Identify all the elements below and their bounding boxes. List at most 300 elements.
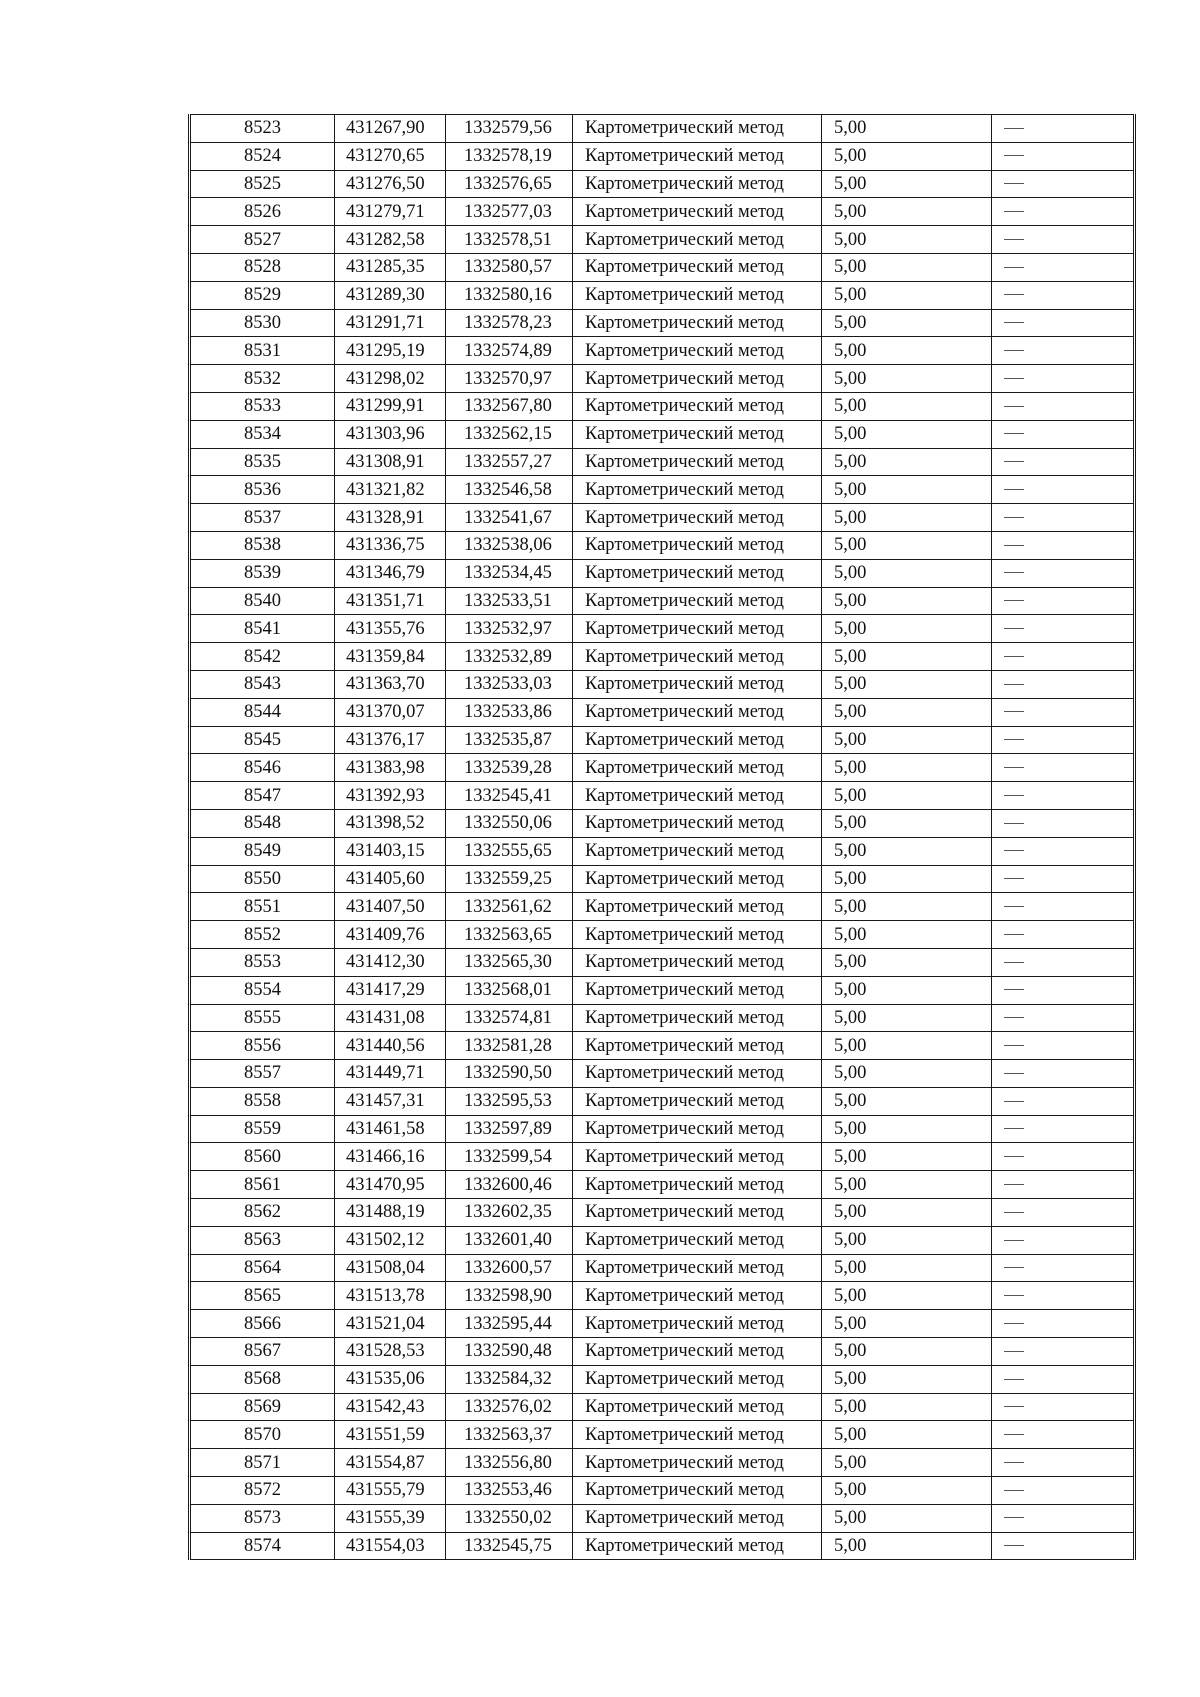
x-coordinate-cell: 431270,65: [335, 142, 446, 170]
method-cell: Картометрический метод: [573, 1421, 822, 1449]
precision-cell: 5,00: [822, 1199, 992, 1227]
description-cell: [992, 754, 1135, 782]
point-number-cell: 8539: [190, 559, 335, 587]
y-coordinate-cell: 1332539,28: [446, 754, 573, 782]
x-coordinate-cell: 431409,76: [335, 921, 446, 949]
precision-cell: 5,00: [822, 1226, 992, 1254]
y-coordinate-cell: 1332555,65: [446, 837, 573, 865]
y-coordinate-cell: 1332581,28: [446, 1032, 573, 1060]
table-row: [190, 504, 1135, 532]
method-cell: Картометрический метод: [573, 754, 822, 782]
table-row: [190, 1393, 1135, 1421]
table-row: [190, 837, 1135, 865]
point-number-cell: 8556: [190, 1032, 335, 1060]
precision-cell: 5,00: [822, 1254, 992, 1282]
method-cell: Картометрический метод: [573, 1115, 822, 1143]
table-row: [190, 809, 1135, 837]
empty-dash: [1004, 294, 1024, 295]
description-cell: [992, 893, 1135, 921]
empty-dash: [1004, 1267, 1024, 1268]
y-coordinate-cell: 1332598,90: [446, 1282, 573, 1310]
description-cell: [992, 142, 1135, 170]
empty-dash: [1004, 350, 1024, 351]
precision-cell: 5,00: [822, 309, 992, 337]
y-coordinate-cell: 1332578,23: [446, 309, 573, 337]
method-cell: Картометрический метод: [573, 1254, 822, 1282]
empty-dash: [1004, 1379, 1024, 1380]
method-cell: Картометрический метод: [573, 504, 822, 532]
description-cell: [992, 837, 1135, 865]
table-row: [190, 448, 1135, 476]
x-coordinate-cell: 431291,71: [335, 309, 446, 337]
description-cell: [992, 1421, 1135, 1449]
empty-dash: [1004, 1101, 1024, 1102]
method-cell: Картометрический метод: [573, 1365, 822, 1393]
point-number-cell: 8530: [190, 309, 335, 337]
empty-dash: [1004, 1323, 1024, 1324]
empty-dash: [1004, 767, 1024, 768]
method-cell: Картометрический метод: [573, 1449, 822, 1477]
method-cell: Картометрический метод: [573, 365, 822, 393]
empty-dash: [1004, 545, 1024, 546]
y-coordinate-cell: 1332550,06: [446, 809, 573, 837]
empty-dash: [1004, 1545, 1024, 1546]
x-coordinate-cell: 431359,84: [335, 643, 446, 671]
method-cell: Картометрический метод: [573, 1226, 822, 1254]
precision-cell: 5,00: [822, 1504, 992, 1532]
x-coordinate-cell: 431461,58: [335, 1115, 446, 1143]
x-coordinate-cell: 431440,56: [335, 1032, 446, 1060]
description-cell: [992, 948, 1135, 976]
empty-dash: [1004, 1156, 1024, 1157]
point-number-cell: 8571: [190, 1449, 335, 1477]
precision-cell: 5,00: [822, 1115, 992, 1143]
empty-dash: [1004, 1184, 1024, 1185]
point-number-cell: 8525: [190, 170, 335, 198]
table-row: [190, 198, 1135, 226]
description-cell: [992, 615, 1135, 643]
empty-dash: [1004, 1073, 1024, 1074]
point-number-cell: 8559: [190, 1115, 335, 1143]
point-number-cell: 8553: [190, 948, 335, 976]
precision-cell: 5,00: [822, 1532, 992, 1560]
table-row: [190, 587, 1135, 615]
point-number-cell: 8547: [190, 782, 335, 810]
x-coordinate-cell: 431466,16: [335, 1143, 446, 1171]
description-cell: [992, 170, 1135, 198]
x-coordinate-cell: 431285,35: [335, 253, 446, 281]
x-coordinate-cell: 431417,29: [335, 976, 446, 1004]
table-row: [190, 1199, 1135, 1227]
empty-dash: [1004, 906, 1024, 907]
table-row: [190, 1504, 1135, 1532]
description-cell: [992, 559, 1135, 587]
y-coordinate-cell: 1332577,03: [446, 198, 573, 226]
y-coordinate-cell: 1332574,81: [446, 1004, 573, 1032]
table-row: [190, 392, 1135, 420]
point-number-cell: 8534: [190, 420, 335, 448]
point-number-cell: 8524: [190, 142, 335, 170]
empty-dash: [1004, 878, 1024, 879]
table-row: [190, 1310, 1135, 1338]
empty-dash: [1004, 1517, 1024, 1518]
method-cell: Картометрический метод: [573, 253, 822, 281]
x-coordinate-cell: 431502,12: [335, 1226, 446, 1254]
empty-dash: [1004, 1351, 1024, 1352]
table-row: [190, 170, 1135, 198]
table-row: [190, 1032, 1135, 1060]
precision-cell: 5,00: [822, 1087, 992, 1115]
x-coordinate-cell: 431363,70: [335, 670, 446, 698]
table-row: [190, 1060, 1135, 1088]
description-cell: [992, 281, 1135, 309]
empty-dash: [1004, 461, 1024, 462]
empty-dash: [1004, 155, 1024, 156]
precision-cell: 5,00: [822, 226, 992, 254]
precision-cell: 5,00: [822, 948, 992, 976]
precision-cell: 5,00: [822, 837, 992, 865]
y-coordinate-cell: 1332561,62: [446, 893, 573, 921]
table-row: [190, 1365, 1135, 1393]
method-cell: Картометрический метод: [573, 448, 822, 476]
precision-cell: 5,00: [822, 1449, 992, 1477]
point-number-cell: 8541: [190, 615, 335, 643]
empty-dash: [1004, 1434, 1024, 1435]
x-coordinate-cell: 431282,58: [335, 226, 446, 254]
point-number-cell: 8544: [190, 698, 335, 726]
description-cell: [992, 1477, 1135, 1505]
point-number-cell: 8572: [190, 1477, 335, 1505]
x-coordinate-cell: 431407,50: [335, 893, 446, 921]
y-coordinate-cell: 1332533,03: [446, 670, 573, 698]
table-row: [190, 1226, 1135, 1254]
description-cell: [992, 253, 1135, 281]
table-row: [190, 531, 1135, 559]
method-cell: Картометрический метод: [573, 865, 822, 893]
method-cell: Картометрический метод: [573, 226, 822, 254]
y-coordinate-cell: 1332584,32: [446, 1365, 573, 1393]
x-coordinate-cell: 431392,93: [335, 782, 446, 810]
method-cell: Картометрический метод: [573, 1504, 822, 1532]
precision-cell: 5,00: [822, 1143, 992, 1171]
precision-cell: 5,00: [822, 198, 992, 226]
precision-cell: 5,00: [822, 476, 992, 504]
point-number-cell: 8570: [190, 1421, 335, 1449]
y-coordinate-cell: 1332600,46: [446, 1171, 573, 1199]
method-cell: Картометрический метод: [573, 392, 822, 420]
description-cell: [992, 198, 1135, 226]
method-cell: Картометрический метод: [573, 420, 822, 448]
table-row: [190, 337, 1135, 365]
description-cell: [992, 476, 1135, 504]
precision-cell: 5,00: [822, 392, 992, 420]
x-coordinate-cell: 431370,07: [335, 698, 446, 726]
x-coordinate-cell: 431376,17: [335, 726, 446, 754]
table-row: [190, 1254, 1135, 1282]
method-cell: Картометрический метод: [573, 1199, 822, 1227]
empty-dash: [1004, 1490, 1024, 1491]
method-cell: Картометрический метод: [573, 1310, 822, 1338]
y-coordinate-cell: 1332532,97: [446, 615, 573, 643]
description-cell: [992, 587, 1135, 615]
empty-dash: [1004, 711, 1024, 712]
precision-cell: 5,00: [822, 865, 992, 893]
description-cell: [992, 1365, 1135, 1393]
empty-dash: [1004, 1128, 1024, 1129]
precision-cell: 5,00: [822, 420, 992, 448]
x-coordinate-cell: 431336,75: [335, 531, 446, 559]
y-coordinate-cell: 1332570,97: [446, 365, 573, 393]
precision-cell: 5,00: [822, 1365, 992, 1393]
point-number-cell: 8567: [190, 1338, 335, 1366]
point-number-cell: 8552: [190, 921, 335, 949]
method-cell: Картометрический метод: [573, 837, 822, 865]
description-cell: [992, 392, 1135, 420]
point-number-cell: 8561: [190, 1171, 335, 1199]
description-cell: [992, 1338, 1135, 1366]
empty-dash: [1004, 128, 1024, 129]
y-coordinate-cell: 1332565,30: [446, 948, 573, 976]
precision-cell: 5,00: [822, 1004, 992, 1032]
coordinates-table-body: [190, 115, 1135, 1560]
point-number-cell: 8574: [190, 1532, 335, 1560]
empty-dash: [1004, 1462, 1024, 1463]
point-number-cell: 8551: [190, 893, 335, 921]
y-coordinate-cell: 1332597,89: [446, 1115, 573, 1143]
table-row: [190, 643, 1135, 671]
precision-cell: 5,00: [822, 1393, 992, 1421]
point-number-cell: 8533: [190, 392, 335, 420]
y-coordinate-cell: 1332578,19: [446, 142, 573, 170]
empty-dash: [1004, 989, 1024, 990]
precision-cell: 5,00: [822, 281, 992, 309]
empty-dash: [1004, 850, 1024, 851]
method-cell: Картометрический метод: [573, 1477, 822, 1505]
method-cell: Картометрический метод: [573, 698, 822, 726]
method-cell: Картометрический метод: [573, 476, 822, 504]
method-cell: Картометрический метод: [573, 670, 822, 698]
point-number-cell: 8566: [190, 1310, 335, 1338]
method-cell: Картометрический метод: [573, 170, 822, 198]
method-cell: Картометрический метод: [573, 559, 822, 587]
x-coordinate-cell: 431267,90: [335, 115, 446, 143]
description-cell: [992, 365, 1135, 393]
precision-cell: 5,00: [822, 559, 992, 587]
y-coordinate-cell: 1332563,65: [446, 921, 573, 949]
description-cell: [992, 643, 1135, 671]
description-cell: [992, 531, 1135, 559]
point-number-cell: 8568: [190, 1365, 335, 1393]
method-cell: Картометрический метод: [573, 1004, 822, 1032]
y-coordinate-cell: 1332599,54: [446, 1143, 573, 1171]
table-row: [190, 115, 1135, 143]
y-coordinate-cell: 1332595,53: [446, 1087, 573, 1115]
point-number-cell: 8537: [190, 504, 335, 532]
table-row: [190, 782, 1135, 810]
empty-dash: [1004, 684, 1024, 685]
y-coordinate-cell: 1332579,56: [446, 115, 573, 143]
table-row: [190, 893, 1135, 921]
description-cell: [992, 504, 1135, 532]
y-coordinate-cell: 1332578,51: [446, 226, 573, 254]
precision-cell: 5,00: [822, 504, 992, 532]
x-coordinate-cell: 431513,78: [335, 1282, 446, 1310]
point-number-cell: 8535: [190, 448, 335, 476]
description-cell: [992, 670, 1135, 698]
y-coordinate-cell: 1332538,06: [446, 531, 573, 559]
description-cell: [992, 1310, 1135, 1338]
precision-cell: 5,00: [822, 531, 992, 559]
point-number-cell: 8543: [190, 670, 335, 698]
y-coordinate-cell: 1332563,37: [446, 1421, 573, 1449]
x-coordinate-cell: 431457,31: [335, 1087, 446, 1115]
x-coordinate-cell: 431308,91: [335, 448, 446, 476]
y-coordinate-cell: 1332600,57: [446, 1254, 573, 1282]
precision-cell: 5,00: [822, 337, 992, 365]
point-number-cell: 8538: [190, 531, 335, 559]
description-cell: [992, 1254, 1135, 1282]
method-cell: Картометрический метод: [573, 587, 822, 615]
description-cell: [992, 1004, 1135, 1032]
empty-dash: [1004, 656, 1024, 657]
x-coordinate-cell: 431303,96: [335, 420, 446, 448]
y-coordinate-cell: 1332580,57: [446, 253, 573, 281]
description-cell: [992, 1393, 1135, 1421]
empty-dash: [1004, 572, 1024, 573]
table-row: [190, 559, 1135, 587]
point-number-cell: 8557: [190, 1060, 335, 1088]
empty-dash: [1004, 1295, 1024, 1296]
description-cell: [992, 698, 1135, 726]
table-row: [190, 615, 1135, 643]
point-number-cell: 8562: [190, 1199, 335, 1227]
x-coordinate-cell: 431508,04: [335, 1254, 446, 1282]
y-coordinate-cell: 1332532,89: [446, 643, 573, 671]
description-cell: [992, 1226, 1135, 1254]
table-row: [190, 698, 1135, 726]
point-number-cell: 8529: [190, 281, 335, 309]
description-cell: [992, 809, 1135, 837]
y-coordinate-cell: 1332553,46: [446, 1477, 573, 1505]
table-row: [190, 726, 1135, 754]
point-number-cell: 8542: [190, 643, 335, 671]
precision-cell: 5,00: [822, 1282, 992, 1310]
point-number-cell: 8549: [190, 837, 335, 865]
x-coordinate-cell: 431554,03: [335, 1532, 446, 1560]
description-cell: [992, 782, 1135, 810]
point-number-cell: 8573: [190, 1504, 335, 1532]
precision-cell: 5,00: [822, 587, 992, 615]
description-cell: [992, 1171, 1135, 1199]
table-row: [190, 1421, 1135, 1449]
description-cell: [992, 1449, 1135, 1477]
empty-dash: [1004, 406, 1024, 407]
point-number-cell: 8565: [190, 1282, 335, 1310]
description-cell: [992, 115, 1135, 143]
precision-cell: 5,00: [822, 643, 992, 671]
table-row: [190, 420, 1135, 448]
y-coordinate-cell: 1332535,87: [446, 726, 573, 754]
precision-cell: 5,00: [822, 893, 992, 921]
method-cell: Картометрический метод: [573, 1087, 822, 1115]
precision-cell: 5,00: [822, 1477, 992, 1505]
description-cell: [992, 865, 1135, 893]
empty-dash: [1004, 628, 1024, 629]
x-coordinate-cell: 431535,06: [335, 1365, 446, 1393]
y-coordinate-cell: 1332590,50: [446, 1060, 573, 1088]
x-coordinate-cell: 431276,50: [335, 170, 446, 198]
y-coordinate-cell: 1332601,40: [446, 1226, 573, 1254]
point-number-cell: 8523: [190, 115, 335, 143]
description-cell: [992, 1282, 1135, 1310]
table-row: [190, 281, 1135, 309]
y-coordinate-cell: 1332580,16: [446, 281, 573, 309]
precision-cell: 5,00: [822, 1032, 992, 1060]
table-row: [190, 309, 1135, 337]
point-number-cell: 8569: [190, 1393, 335, 1421]
point-number-cell: 8546: [190, 754, 335, 782]
description-cell: [992, 420, 1135, 448]
empty-dash: [1004, 267, 1024, 268]
x-coordinate-cell: 431521,04: [335, 1310, 446, 1338]
point-number-cell: 8532: [190, 365, 335, 393]
method-cell: Картометрический метод: [573, 1171, 822, 1199]
y-coordinate-cell: 1332574,89: [446, 337, 573, 365]
empty-dash: [1004, 823, 1024, 824]
x-coordinate-cell: 431321,82: [335, 476, 446, 504]
empty-dash: [1004, 211, 1024, 212]
table-row: [190, 948, 1135, 976]
empty-dash: [1004, 739, 1024, 740]
point-number-cell: 8540: [190, 587, 335, 615]
table-row: [190, 1477, 1135, 1505]
table-row: [190, 754, 1135, 782]
precision-cell: 5,00: [822, 448, 992, 476]
method-cell: Картометрический метод: [573, 531, 822, 559]
precision-cell: 5,00: [822, 1310, 992, 1338]
x-coordinate-cell: 431555,79: [335, 1477, 446, 1505]
point-number-cell: 8527: [190, 226, 335, 254]
table-row: [190, 865, 1135, 893]
x-coordinate-cell: 431403,15: [335, 837, 446, 865]
precision-cell: 5,00: [822, 698, 992, 726]
table-row: [190, 976, 1135, 1004]
empty-dash: [1004, 1212, 1024, 1213]
method-cell: Картометрический метод: [573, 1032, 822, 1060]
table-row: [190, 476, 1135, 504]
x-coordinate-cell: 431431,08: [335, 1004, 446, 1032]
x-coordinate-cell: 431412,30: [335, 948, 446, 976]
y-coordinate-cell: 1332590,48: [446, 1338, 573, 1366]
description-cell: [992, 1532, 1135, 1560]
method-cell: Картометрический метод: [573, 893, 822, 921]
y-coordinate-cell: 1332541,67: [446, 504, 573, 532]
empty-dash: [1004, 433, 1024, 434]
description-cell: [992, 1087, 1135, 1115]
point-number-cell: 8564: [190, 1254, 335, 1282]
table-row: [190, 253, 1135, 281]
precision-cell: 5,00: [822, 115, 992, 143]
method-cell: Картометрический метод: [573, 281, 822, 309]
x-coordinate-cell: 431383,98: [335, 754, 446, 782]
y-coordinate-cell: 1332595,44: [446, 1310, 573, 1338]
empty-dash: [1004, 322, 1024, 323]
y-coordinate-cell: 1332533,51: [446, 587, 573, 615]
y-coordinate-cell: 1332576,02: [446, 1393, 573, 1421]
point-number-cell: 8545: [190, 726, 335, 754]
x-coordinate-cell: 431289,30: [335, 281, 446, 309]
y-coordinate-cell: 1332533,86: [446, 698, 573, 726]
